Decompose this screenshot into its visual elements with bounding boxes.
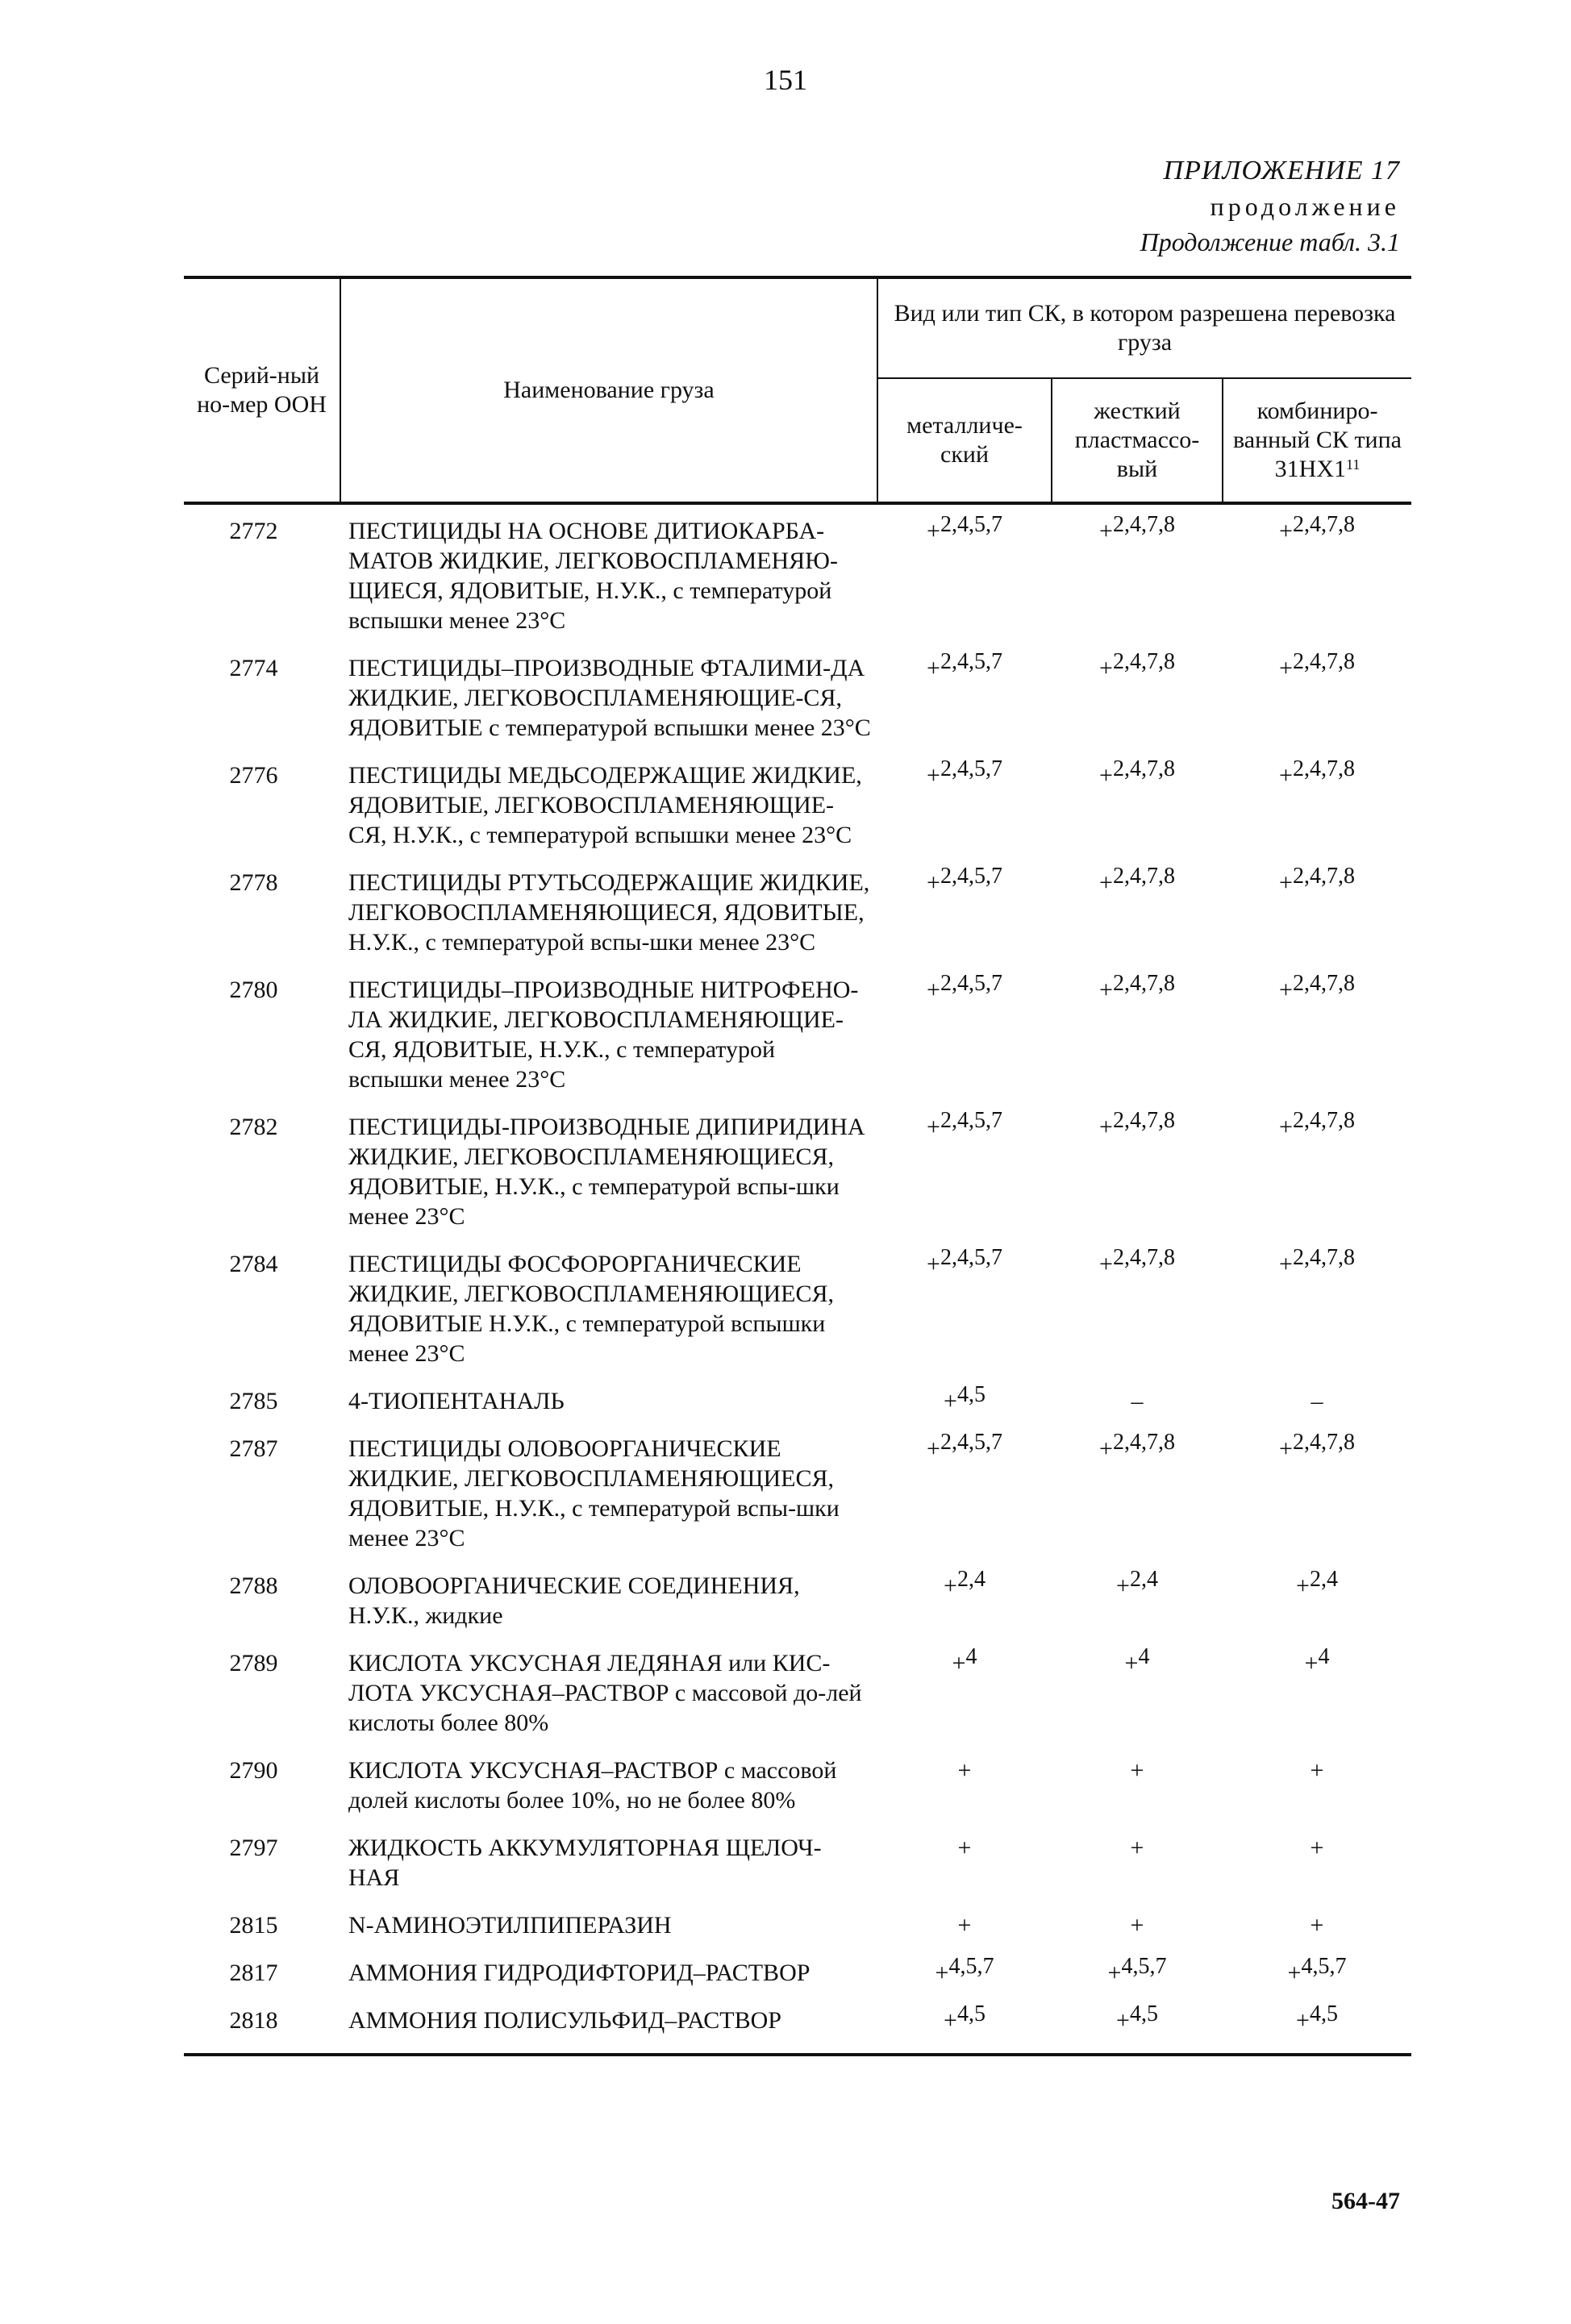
un-serial-number: 2789 (229, 1650, 278, 1676)
combined-permission (1223, 503, 1411, 642)
cargo-table-container (184, 276, 1411, 2056)
header-serial: Серий-ный но-мер ООН (184, 277, 340, 503)
header-combined (1223, 378, 1411, 503)
un-serial-number: 2790 (229, 1757, 278, 1784)
plastic-permission (1052, 964, 1223, 1101)
permission-sign: + (1124, 1650, 1139, 1676)
permission-sign: + (1099, 1435, 1113, 1462)
cargo-name: ПЕСТИЦИДЫ ФОСФОРОРГАНИЧЕСКИЕ ЖИДКИЕ, ЛЕГКОВОСПЛАМЕНЯЮЩИЕСЯ, ЯДОВИТЫЕ Н.У.К., с температурой вспышки менее 23°С (348, 1251, 834, 1367)
appendix-title: ПРИЛОЖЕНИЕ 17 (1163, 156, 1400, 185)
metal-permission (877, 1994, 1052, 2055)
permission-sign: + (1099, 977, 1113, 1003)
table-row (184, 1422, 1411, 1560)
un-serial-number: 2772 (229, 518, 278, 544)
permission-conditions: 2,4,5,7 (940, 756, 1002, 781)
cargo-name: ПЕСТИЦИДЫ–ПРОИЗВОДНЫЕ НИТРОФЕНО-ЛА ЖИДКИЕ, ЛЕГКОВОСПЛАМЕНЯЮЩИЕ-СЯ, ЯДОВИТЫЕ, Н.У.К., с температурой вспышки менее 23°С (348, 977, 859, 1093)
permission-sign: + (927, 518, 940, 544)
permission-sign: + (944, 1388, 957, 1414)
permission-conditions: 2,4,7,8 (1112, 756, 1175, 781)
permission-conditions: 2,4,5,7 (940, 649, 1002, 674)
permission-sign: + (927, 1251, 940, 1277)
permission-sign: + (1304, 1650, 1319, 1676)
plastic-permission (1052, 1101, 1223, 1238)
page-number: 151 (764, 64, 807, 96)
plastic-permission (1052, 1994, 1223, 2055)
combined-permission (1223, 1101, 1411, 1238)
permission-sign: + (927, 977, 940, 1003)
un-serial-number: 2782 (229, 1114, 278, 1140)
permission-conditions: 2,4,7,8 (1292, 1245, 1355, 1270)
permission-sign: + (1296, 1572, 1310, 1599)
permission-sign: + (1310, 1912, 1324, 1939)
metal-permission (877, 1899, 1052, 1947)
cargo-name: АММОНИЯ ГИДРОДИФТОРИД–РАСТВОР (348, 1960, 811, 1986)
continuation-label: продолжение (1210, 192, 1400, 221)
permission-sign: + (1116, 1572, 1130, 1599)
permission-conditions: 4 (965, 1644, 977, 1669)
table-row (184, 1375, 1411, 1422)
combined-permission (1223, 1822, 1411, 1899)
footer-code: 564-47 (1331, 2188, 1400, 2214)
combined-permission (1223, 1899, 1411, 1947)
cargo-name: ПЕСТИЦИДЫ–ПРОИЗВОДНЫЕ ФТАЛИМИ-ДА ЖИДКИЕ, ЛЕГКОВОСПЛАМЕНЯЮЩИЕ-СЯ, ЯДОВИТЫЕ с температурой вспышки менее 23°С (348, 655, 871, 741)
permission-sign: + (944, 2007, 957, 2034)
permission-sign: + (1099, 1114, 1113, 1140)
table-row (184, 1101, 1411, 1238)
plastic-permission (1052, 1899, 1223, 1947)
metal-permission (877, 1744, 1052, 1822)
permission-sign: + (1116, 2007, 1130, 2034)
table-row (184, 503, 1411, 642)
permission-sign: + (957, 1912, 972, 1939)
permission-conditions: 2,4,7,8 (1112, 971, 1175, 996)
cargo-name: КИСЛОТА УКСУСНАЯ ЛЕДЯНАЯ или КИС-ЛОТА УКСУСНАЯ–РАСТВОР с массовой до-лей кислоты более 80% (348, 1650, 862, 1736)
heading-block (1140, 153, 1400, 260)
metal-permission (877, 642, 1052, 749)
permission-conditions: 2,4,5,7 (940, 864, 1002, 889)
permission-sign: + (1279, 1435, 1293, 1462)
metal-permission (877, 1637, 1052, 1744)
permission-sign: + (935, 1960, 949, 1986)
permission-conditions: 4,5 (1129, 2001, 1158, 2026)
combined-permission (1223, 1994, 1411, 2055)
combined-permission (1223, 1238, 1411, 1375)
permission-sign: + (927, 1114, 940, 1140)
table-row (184, 642, 1411, 749)
plastic-permission (1052, 1560, 1223, 1637)
permission-sign: + (1279, 1251, 1293, 1277)
permission-conditions: 2,4,7,8 (1292, 971, 1355, 996)
permission-sign: + (1279, 869, 1293, 896)
cargo-name: АММОНИЯ ПОЛИСУЛЬФИД–РАСТВОР (348, 2007, 781, 2034)
combined-permission (1223, 1422, 1411, 1560)
un-serial-number: 2785 (229, 1388, 278, 1414)
metal-permission (877, 1422, 1052, 1560)
un-serial-number: 2780 (229, 977, 278, 1003)
combined-permission (1223, 642, 1411, 749)
plastic-permission (1052, 1238, 1223, 1375)
cargo-name: 4-ТИОПЕНТАНАЛЬ (348, 1388, 565, 1414)
table-row (184, 1822, 1411, 1899)
permission-sign: + (1099, 655, 1113, 681)
table-row (184, 1560, 1411, 1637)
permission-conditions: 4,5,7 (1121, 1954, 1167, 1979)
permission-conditions: 2,4,7,8 (1112, 512, 1175, 537)
plastic-permission (1052, 856, 1223, 964)
un-serial-number: 2797 (229, 1835, 278, 1861)
permission-conditions: 4 (1138, 1644, 1150, 1669)
metal-permission (877, 1375, 1052, 1422)
un-serial-number: 2815 (229, 1912, 278, 1939)
cargo-name: ОЛОВООРГАНИЧЕСКИЕ СОЕДИНЕНИЯ, Н.У.К., жидкие (348, 1572, 800, 1629)
un-serial-number: 2774 (229, 655, 278, 681)
permission-conditions: 2,4,5,7 (940, 1108, 1002, 1133)
permission-sign: + (1130, 1757, 1144, 1784)
metal-permission (877, 749, 1052, 856)
metal-permission (877, 503, 1052, 642)
header-plastic: жесткий пластмассо-вый (1052, 378, 1223, 503)
table-row (184, 964, 1411, 1101)
permission-conditions: 4,5 (956, 1382, 986, 1407)
plastic-permission (1052, 1947, 1223, 1994)
table-header (184, 277, 1411, 503)
permission-sign: + (1279, 518, 1293, 544)
plastic-permission (1052, 642, 1223, 749)
plastic-permission (1052, 1375, 1223, 1422)
permission-sign: + (1296, 2007, 1310, 2034)
header-container-type: Вид или тип СК, в котором разрешена перевозка груза (877, 277, 1411, 378)
header-name: Наименование груза (340, 277, 877, 503)
permission-sign: + (1279, 655, 1293, 681)
permission-sign: + (1099, 518, 1113, 544)
permission-sign: – (1311, 1388, 1323, 1414)
permission-sign: + (1130, 1912, 1144, 1939)
permission-conditions: 4,5 (956, 2001, 986, 2026)
permission-conditions: 2,4,7,8 (1292, 756, 1355, 781)
metal-permission (877, 1822, 1052, 1899)
combined-permission (1223, 1375, 1411, 1422)
table-row (184, 1994, 1411, 2055)
plastic-permission (1052, 1422, 1223, 1560)
permission-sign: – (1131, 1388, 1144, 1414)
cargo-name: ПЕСТИЦИДЫ НА ОСНОВЕ ДИТИОКАРБА-МАТОВ ЖИДКИЕ, ЛЕГКОВОСПЛАМЕНЯЮ-ЩИЕСЯ, ЯДОВИТЫЕ, Н.У.К., с температурой вспышки менее 23°С (348, 518, 838, 634)
plastic-permission (1052, 1744, 1223, 1822)
permission-sign: + (927, 869, 940, 896)
un-serial-number: 2788 (229, 1572, 278, 1599)
permission-conditions: 2,4,7,8 (1112, 1245, 1175, 1270)
permission-sign: + (927, 762, 940, 789)
combined-permission (1223, 1744, 1411, 1822)
permission-conditions: 2,4 (956, 1567, 986, 1592)
permission-conditions: 2,4,7,8 (1292, 864, 1355, 889)
permission-sign: + (957, 1835, 972, 1861)
cargo-name: ПЕСТИЦИДЫ-ПРОИЗВОДНЫЕ ДИПИРИДИНА ЖИДКИЕ, ЛЕГКОВОСПЛАМЕНЯЮЩИЕСЯ, ЯДОВИТЫЕ, Н.У.К., с температурой вспы-шки менее 23°С (348, 1114, 865, 1230)
combined-permission (1223, 749, 1411, 856)
permission-sign: + (1099, 762, 1113, 789)
metal-permission (877, 1560, 1052, 1637)
table-row (184, 1744, 1411, 1822)
permission-sign: + (1279, 762, 1293, 789)
un-serial-number: 2817 (229, 1960, 278, 1986)
cargo-name: ПЕСТИЦИДЫ РТУТЬСОДЕРЖАЩИЕ ЖИДКИЕ, ЛЕГКОВОСПЛАМЕНЯЮЩИЕСЯ, ЯДОВИТЫЕ, Н.У.К., с температурой вспы-шки менее 23°С (348, 869, 870, 956)
permission-sign: + (944, 1572, 957, 1599)
permission-sign: + (1107, 1960, 1122, 1986)
permission-conditions: 2,4,7,8 (1292, 1430, 1355, 1455)
permission-conditions: 2,4,7,8 (1292, 649, 1355, 674)
permission-sign: + (1310, 1757, 1324, 1784)
table-row (184, 1637, 1411, 1744)
header-combined-footnote: 11 (1346, 456, 1361, 473)
table-row (184, 1947, 1411, 1994)
permission-sign: + (957, 1757, 972, 1784)
permission-sign: + (1099, 1251, 1113, 1277)
table-row (184, 856, 1411, 964)
cargo-name: N-АМИНОЭТИЛПИПЕРАЗИН (348, 1912, 672, 1939)
permission-sign: + (1279, 1114, 1293, 1140)
permission-conditions: 4,5,7 (1301, 1954, 1347, 1979)
table-row (184, 1899, 1411, 1947)
metal-permission (877, 1947, 1052, 1994)
permission-sign: + (952, 1650, 966, 1676)
cargo-name: ЖИДКОСТЬ АККУМУЛЯТОРНАЯ ЩЕЛОЧ-НАЯ (348, 1835, 822, 1891)
cargo-table (184, 276, 1411, 2056)
permission-conditions: 2,4,7,8 (1112, 1430, 1175, 1455)
permission-conditions: 2,4,5,7 (940, 1430, 1002, 1455)
permission-sign: + (1099, 869, 1113, 896)
permission-conditions: 2,4,5,7 (940, 512, 1002, 537)
combined-permission (1223, 856, 1411, 964)
cargo-name: ПЕСТИЦИДЫ ОЛОВООРГАНИЧЕСКИЕ ЖИДКИЕ, ЛЕГКОВОСПЛАМЕНЯЮЩИЕСЯ, ЯДОВИТЫЕ, Н.У.К., с температурой вспы-шки менее 23°С (348, 1435, 840, 1551)
permission-conditions: 2,4,7,8 (1112, 649, 1175, 674)
permission-conditions: 2,4,5,7 (940, 1245, 1002, 1270)
un-serial-number: 2784 (229, 1251, 278, 1277)
permission-conditions: 2,4,7,8 (1112, 864, 1175, 889)
permission-sign: + (1287, 1960, 1302, 1986)
table-row (184, 1238, 1411, 1375)
permission-sign: + (1279, 977, 1293, 1003)
combined-permission (1223, 1637, 1411, 1744)
un-serial-number: 2776 (229, 762, 278, 789)
metal-permission (877, 1101, 1052, 1238)
cargo-name: ПЕСТИЦИДЫ МЕДЬСОДЕРЖАЩИЕ ЖИДКИЕ, ЯДОВИТЫЕ, ЛЕГКОВОСПЛАМЕНЯЮЩИЕ-СЯ, Н.У.К., с температурой вспышки менее 23°С (348, 762, 862, 848)
metal-permission (877, 856, 1052, 964)
permission-conditions: 4 (1318, 1644, 1330, 1669)
combined-permission (1223, 1947, 1411, 1994)
permission-conditions: 2,4 (1309, 1567, 1338, 1592)
cargo-name: КИСЛОТА УКСУСНАЯ–РАСТВОР с массовой долей кислоты более 10%, но не более 80% (348, 1757, 837, 1814)
plastic-permission (1052, 503, 1223, 642)
header-combined-text: комбиниро-ванный СК типа 31НХ1 (1233, 398, 1402, 482)
permission-conditions: 2,4,5,7 (940, 971, 1002, 996)
permission-sign: + (1310, 1835, 1324, 1861)
combined-permission (1223, 964, 1411, 1101)
metal-permission (877, 1238, 1052, 1375)
combined-permission (1223, 1560, 1411, 1637)
permission-conditions: 2,4,7,8 (1112, 1108, 1175, 1133)
permission-sign: + (927, 655, 940, 681)
metal-permission (877, 964, 1052, 1101)
permission-conditions: 4,5,7 (948, 1954, 994, 1979)
permission-conditions: 2,4,7,8 (1292, 512, 1355, 537)
header-metal: металличе-ский (877, 378, 1052, 503)
permission-conditions: 4,5 (1309, 2001, 1338, 2026)
permission-conditions: 2,4,7,8 (1292, 1108, 1355, 1133)
plastic-permission (1052, 1637, 1223, 1744)
table-continuation-label: Продолжение табл. 3.1 (1140, 227, 1400, 256)
permission-conditions: 2,4 (1129, 1567, 1158, 1592)
table-row (184, 749, 1411, 856)
plastic-permission (1052, 749, 1223, 856)
un-serial-number: 2818 (229, 2007, 278, 2034)
permission-sign: + (927, 1435, 940, 1462)
un-serial-number: 2787 (229, 1435, 278, 1462)
un-serial-number: 2778 (229, 869, 278, 896)
permission-sign: + (1130, 1835, 1144, 1861)
plastic-permission (1052, 1822, 1223, 1899)
table-body (184, 503, 1411, 2055)
